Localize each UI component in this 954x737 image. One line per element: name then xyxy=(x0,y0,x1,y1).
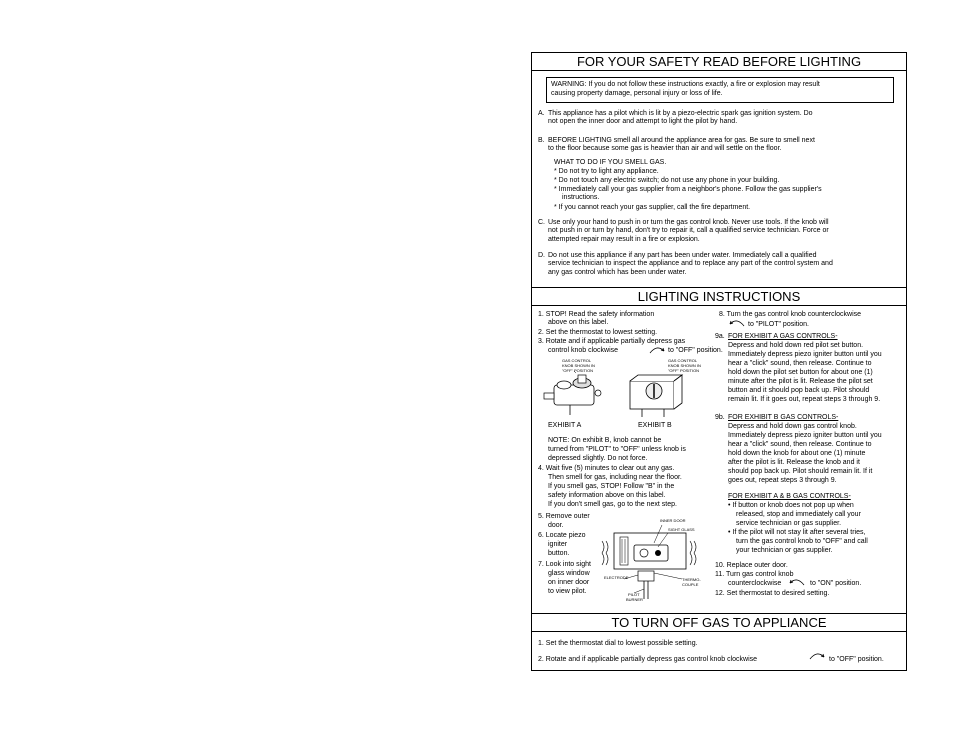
text-line: to the floor because some gas is heavier than air and will settle on the floor. xyxy=(548,145,782,153)
step-7: glass window xyxy=(548,570,590,577)
exhibit-ab-item: released, stop and immediately call your xyxy=(736,511,861,518)
smell-item: instructions. xyxy=(562,194,600,201)
text-line: attempted repair may result in a fire or explosion. xyxy=(548,235,700,243)
step-4: Then smell for gas, including near the floor. xyxy=(548,474,682,481)
step-6: igniter xyxy=(548,541,568,548)
step-3: to "OFF" position. xyxy=(668,347,723,354)
smell-title: WHAT TO DO IF YOU SMELL GAS. xyxy=(554,159,667,166)
step-9a: hold down the pilot set button for about one (1) xyxy=(728,369,873,376)
step-6: 6. Locate piezo xyxy=(538,532,586,539)
clockwise-arrow-icon xyxy=(808,651,826,661)
step-2: 2. Set the thermostat to lowest setting. xyxy=(538,329,658,336)
note-line: turned from "PILOT" to "OFF" unless knob is xyxy=(548,446,686,453)
step-5: door. xyxy=(548,522,564,529)
step-12: 12. Set thermostat to desired setting. xyxy=(715,590,830,597)
note-line: depressed slightly. Do not force. xyxy=(548,455,648,462)
counterclockwise-arrow-icon xyxy=(728,318,746,328)
exhibit-ab-heading: FOR EXHIBIT A & B GAS CONTROLS- xyxy=(728,493,851,500)
step-7: 7. Look into sight xyxy=(538,561,591,568)
note-line: NOTE: On exhibit B, knob cannot be xyxy=(548,437,662,444)
callout-label: GAS CONTROL xyxy=(562,358,592,363)
callout-label: KNOB SHOWN IN xyxy=(668,363,701,368)
step-9b: goes out, repeat steps 3 through 9. xyxy=(728,477,837,484)
step-7: to view pilot. xyxy=(548,588,587,595)
step-11: to "ON" position. xyxy=(810,580,862,587)
text-line: not open the inner door and attempt to light the pilot by hand. xyxy=(548,118,738,126)
warning-line: WARNING: If you do not follow these instructions exactly, a fire or explosion may result xyxy=(551,81,820,88)
smell-item: * Do not try to light any appliance. xyxy=(554,168,659,175)
warning-line: causing property damage, personal injury or loss of life. xyxy=(551,90,723,97)
step-9a: minute after the pilot is lit. Release the pilot set xyxy=(728,378,873,385)
step-9b: after the pilot is lit. Release the knob and it xyxy=(728,459,860,466)
step-11: 11. Turn gas control knob xyxy=(715,571,794,578)
exhibit-ab-item: your technician or gas supplier. xyxy=(736,547,833,554)
step-9b: Depress and hold down gas control knob. xyxy=(728,423,857,430)
step-5: 5. Remove outer xyxy=(538,513,590,520)
safety-title: FOR YOUR SAFETY READ BEFORE LIGHTING xyxy=(532,53,906,71)
text-line: any gas control which has been under water. xyxy=(548,268,687,276)
text-line: BEFORE LIGHTING smell all around the appliance area for gas. Be sure to smell next xyxy=(548,137,815,144)
exhibit-ab-item: service technician or gas supplier. xyxy=(736,520,842,527)
exhibit-b-label: EXHIBIT B xyxy=(638,422,672,429)
smell-item: * Immediately call your gas supplier from a neighbor's phone. Follow the gas supplier's xyxy=(554,186,822,193)
step-9a: Depress and hold down red pilot set button. xyxy=(728,342,864,349)
callout-label: "OFF" POSITION xyxy=(562,368,594,373)
safety-label xyxy=(531,52,907,671)
safety-item-a xyxy=(538,110,902,127)
step-4: If you smell gas, STOP! Follow "B" in the xyxy=(548,483,675,490)
callout-label: GAS CONTROL xyxy=(668,358,698,363)
step-1: 1. STOP! Read the safety information xyxy=(538,311,655,318)
smell-item: * If you cannot reach your gas supplier, call the fire department. xyxy=(554,204,751,211)
step-8: 8. Turn the gas control knob counterclockwise xyxy=(719,311,862,318)
step-6: button. xyxy=(548,550,570,557)
turnoff-step-1: 1. Set the thermostat dial to lowest possible setting. xyxy=(538,640,698,647)
step-9b: should pop back up. Pilot should remain lit. If it xyxy=(728,468,873,475)
callout-label: COUPLE xyxy=(682,582,699,587)
text-line: not push in or turn by hand, don't try to repair it, call a qualified service technician. Force or xyxy=(548,227,829,235)
step-10: 10. Replace outer door. xyxy=(715,562,788,569)
item-letter: C. xyxy=(538,219,545,226)
item-letter: B. xyxy=(538,137,545,144)
step-3: 3. Rotate and if applicable partially depress gas xyxy=(538,338,686,345)
exhibit-ab-item: turn the gas control knob to "OFF" and call xyxy=(736,538,868,545)
counterclockwise-arrow-icon xyxy=(788,577,806,587)
turnoff-step-2: 2. Rotate and if applicable partially depress gas control knob clockwise xyxy=(538,656,758,663)
clockwise-arrow-icon xyxy=(648,345,666,355)
callout-label: SIGHT GLASS xyxy=(668,527,695,532)
safety-item-b xyxy=(538,137,902,154)
step-1: above on this label. xyxy=(548,319,609,326)
text-line: Do not use this appliance if any part has been under water. Immediately call a qualified xyxy=(548,252,817,259)
step-4: safety information above on this label. xyxy=(548,492,666,499)
step-8: to "PILOT" position. xyxy=(748,321,809,328)
exhibit-b-gas-control-illustration xyxy=(620,371,692,419)
pilot-assembly-illustration xyxy=(598,523,708,609)
safety-item-d xyxy=(538,252,902,277)
item-letter: A. xyxy=(538,110,545,117)
warning-box xyxy=(546,77,894,103)
lighting-title: LIGHTING INSTRUCTIONS xyxy=(532,288,906,306)
callout-label: "OFF" POSITION xyxy=(668,368,700,373)
step-9b: Immediately depress piezo igniter button until you xyxy=(728,432,882,439)
callout-label: KNOB SHOWN IN xyxy=(562,363,595,368)
step-7: on inner door xyxy=(548,579,590,586)
step-9a-number: 9a. xyxy=(715,333,725,340)
step-9a: button and it should pop back up. Pilot should xyxy=(728,387,870,394)
text-line: service technician to inspect the appliance and to replace any part of the control system and xyxy=(548,260,833,268)
smell-item: * Do not touch any electric switch; do not use any phone in your building. xyxy=(554,177,780,184)
callout-label: ELECTRODE xyxy=(604,575,629,580)
step-4: 4. Wait five (5) minutes to clear out any gas. xyxy=(538,465,675,472)
exhibit-ab-item: • If the pilot will not stay lit after several tries, xyxy=(728,529,866,536)
text-line: This appliance has a pilot which is lit by a piezo-electric spark gas ignition system. Do xyxy=(548,110,813,117)
step-9a: hear a "click" sound, then release. Continue to xyxy=(728,360,872,367)
item-letter: D. xyxy=(538,252,545,259)
step-9a: Immediately depress piezo igniter button until you xyxy=(728,351,882,358)
callout-label: PILOT xyxy=(628,592,640,597)
step-9b: hold down the knob for about one (1) minute xyxy=(728,450,866,457)
step-9b-heading: FOR EXHIBIT B GAS CONTROLS- xyxy=(728,414,839,421)
callout-label: INNER DOOR xyxy=(660,518,686,523)
text-line: Use only your hand to push in or turn the gas control knob. Never use tools. If the knob will xyxy=(548,219,829,226)
step-9b-number: 9b. xyxy=(715,414,725,421)
turnoff-step-2: to "OFF" position. xyxy=(829,656,884,663)
step-9a-heading: FOR EXHIBIT A GAS CONTROLS- xyxy=(728,333,838,340)
step-3: control knob clockwise xyxy=(548,347,619,354)
exhibit-a-label: EXHIBIT A xyxy=(548,422,582,429)
callout-label: THERMO- xyxy=(682,577,701,582)
exhibit-a-gas-control-illustration xyxy=(540,371,612,419)
step-9b: hear a "click" sound, then release. Continue to xyxy=(728,441,872,448)
safety-item-c xyxy=(538,219,902,244)
callout-label: BURNER xyxy=(626,597,643,602)
turnoff-title: TO TURN OFF GAS TO APPLIANCE xyxy=(532,614,906,632)
step-11: counterclockwise xyxy=(728,580,782,587)
step-4: If you don't smell gas, go to the next step. xyxy=(548,501,677,508)
step-9a: remain lit. If it goes out, repeat steps 3 through 9. xyxy=(728,396,881,403)
exhibit-ab-item: • If button or knob does not pop up when xyxy=(728,502,854,509)
